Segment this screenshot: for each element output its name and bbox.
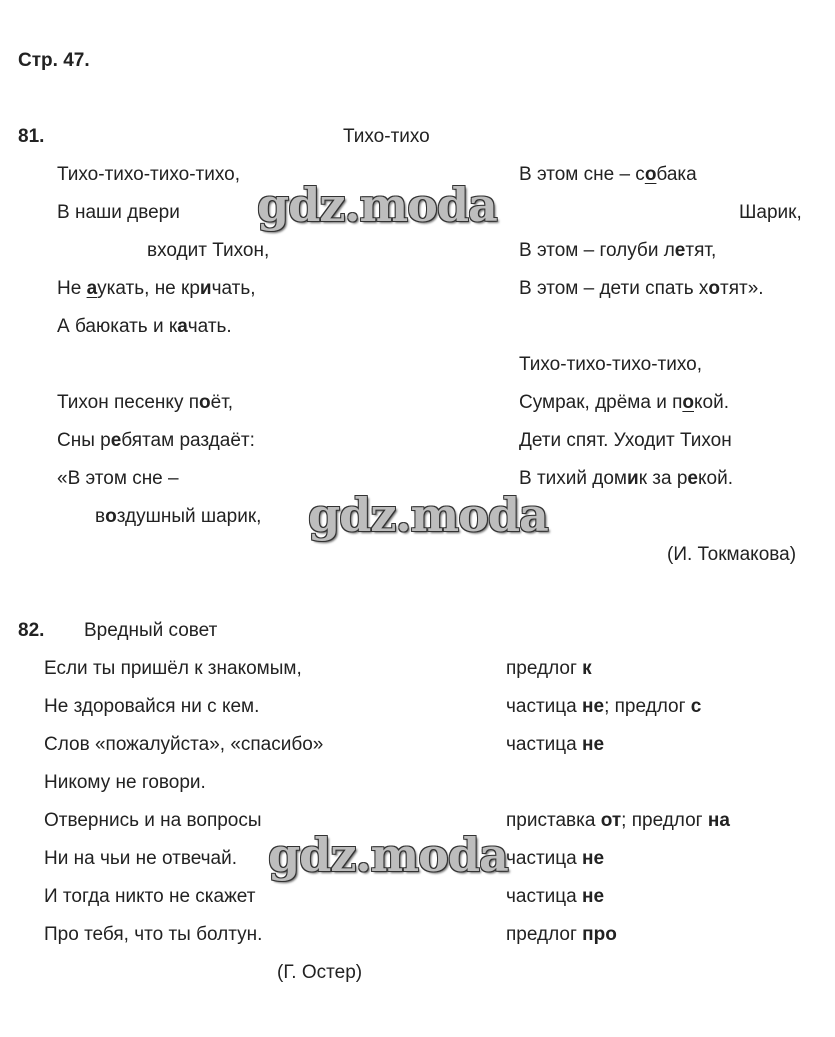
poem-line: В этом – дети спать хотят». [519, 278, 764, 299]
highlighted-vowel: а [86, 278, 98, 299]
watermark-logo: gdz.moda [257, 178, 497, 232]
grammar-note: частица не [506, 886, 605, 907]
poem-line: Тихон песенку поёт, [57, 392, 234, 413]
poem-line: Сны ребятам раздаёт: [57, 430, 255, 451]
poem-author: (И. Токмакова) [667, 544, 797, 565]
watermark-logo: gdz.moda [268, 828, 508, 882]
highlighted-vowel: е [687, 468, 698, 489]
poem-line: Не здоровайся ни с кем. [44, 696, 260, 717]
poem-title: Тихо-тихо [343, 126, 430, 147]
poem-line: Если ты пришёл к знакомым, [44, 658, 302, 679]
highlighted-vowel: и [627, 468, 639, 489]
highlighted-vowel: и [199, 278, 212, 299]
poem-line: Тихо-тихо-тихо-тихо, [519, 354, 703, 375]
grammar-note: приставка от; предлог на [506, 810, 730, 831]
highlighted-vowel: о [199, 392, 211, 413]
exercise-number: 81. [18, 126, 45, 147]
highlighted-vowel: о [105, 506, 117, 527]
highlighted-vowel: а [177, 316, 188, 337]
poem-line: Не аукать, не кричать, [57, 278, 256, 299]
highlighted-vowel: о [682, 392, 694, 413]
poem-line: Слов «пожалуйста», «спасибо» [44, 734, 324, 755]
poem-line: И тогда никто не скажет [44, 886, 256, 907]
poem-line: В наши двери [57, 202, 180, 223]
watermark-logo: gdz.moda [308, 488, 548, 542]
poem-line: Дети спят. Уходит Тихон [519, 430, 732, 451]
grammar-note: частица не [506, 848, 605, 869]
poem-line: Шарик, [739, 202, 802, 223]
poem-line: Никому не говори. [44, 772, 206, 793]
highlighted-vowel: о [644, 164, 657, 185]
poem-line: А баюкать и качать. [57, 316, 232, 337]
poem-line: Тихо-тихо-тихо-тихо, [57, 164, 241, 185]
poem-line: Отвернись и на вопросы [44, 810, 262, 831]
page-label: Стр. 47. [18, 50, 90, 71]
poem-line: В этом сне – собака [519, 164, 697, 185]
highlighted-vowel: е [110, 430, 122, 451]
poem-line: воздушный шарик, [95, 506, 262, 527]
poem-line: Сумрак, дрёма и покой. [519, 392, 729, 413]
poem-line: Про тебя, что ты болтун. [44, 924, 263, 945]
grammar-note: предлог про [506, 924, 617, 945]
grammar-note: частица не [506, 734, 605, 755]
exercise-number: 82. [18, 620, 45, 641]
poem-author: (Г. Остер) [277, 962, 363, 983]
highlighted-vowel: о [708, 278, 721, 299]
grammar-note: предлог к [506, 658, 592, 679]
grammar-note: частица не; предлог с [506, 696, 702, 717]
poem-line: Ни на чьи не отвечай. [44, 848, 238, 869]
poem-line: В тихий домик за рекой. [519, 468, 733, 489]
highlighted-vowel: е [674, 240, 686, 261]
poem-line: «В этом сне – [57, 468, 179, 489]
poem-title: Вредный совет [84, 620, 218, 641]
poem-line: В этом – голуби летят, [519, 240, 717, 261]
poem-line: входит Тихон, [147, 240, 270, 261]
